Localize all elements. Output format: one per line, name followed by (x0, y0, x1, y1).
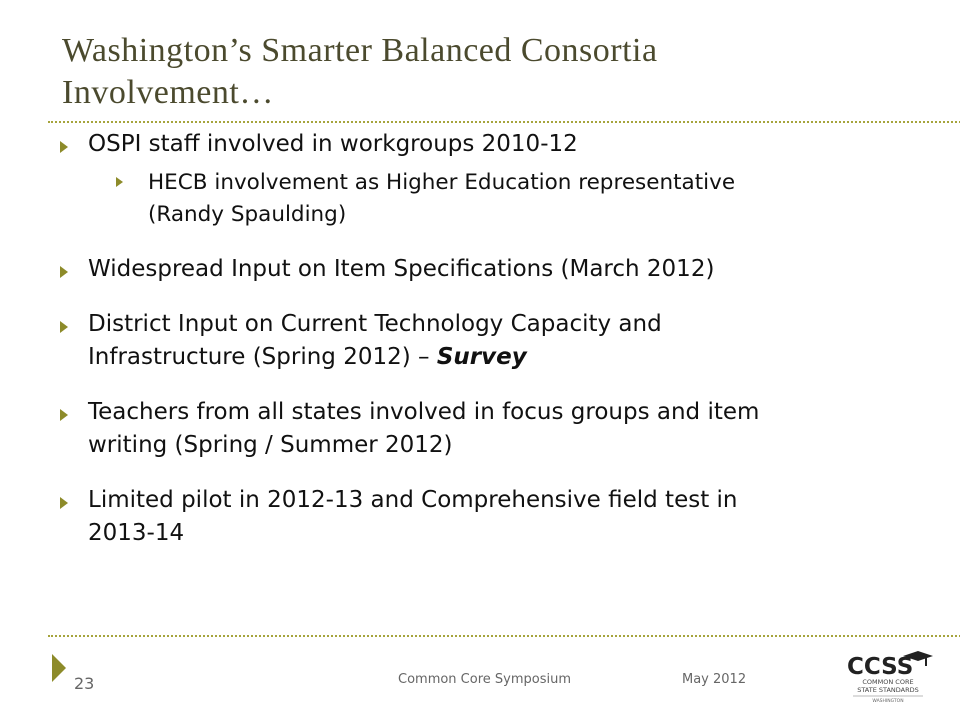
logo-line-3: WASHINGTON (872, 699, 904, 704)
slide-title-line-1: Washington’s Smarter Balanced Consortia (62, 32, 658, 69)
bullet-text-line-1: Limited pilot in 2012-13 and Comprehensive field test in (88, 487, 738, 513)
footer-event: Common Core Symposium (398, 672, 572, 687)
sub-bullet-item (116, 167, 940, 231)
bullet-item (60, 253, 940, 286)
bullet-item (60, 308, 940, 374)
footer-date: May 2012 (682, 672, 747, 687)
bullet-arrow-icon (116, 177, 123, 187)
bullet-emphasis: Survey (436, 344, 527, 370)
bullet-arrow-icon (60, 321, 68, 333)
sub-bullet-text-line-2: (Randy Spaulding) (148, 202, 347, 227)
page-number: 23 (74, 674, 95, 693)
slide-footer (0, 650, 960, 710)
logo-main-text: CCSS (847, 654, 914, 680)
bullet-item (60, 128, 940, 231)
bullet-text-line-2: writing (Spring / Summer 2012) (88, 432, 453, 458)
bullet-text: Widespread Input on Item Specifications (March 2012) (88, 256, 715, 282)
bullet-list (60, 128, 940, 572)
bullet-arrow-icon (60, 266, 68, 278)
bullet-text-line-1: Teachers from all states involved in focus groups and item (88, 399, 760, 425)
bullet-arrow-icon (60, 497, 68, 509)
sub-bullet-text-line-1: HECB involvement as Higher Education representative (148, 170, 736, 195)
bullet-text-line-1: District Input on Current Technology Capacity and (88, 311, 662, 337)
bullet-text-line-2 (88, 341, 940, 374)
footer-arrow-icon (52, 654, 66, 682)
logo-line-2: STATE STANDARDS (857, 686, 919, 694)
ccss-logo (843, 650, 933, 706)
bullet-item (60, 396, 940, 462)
bullet-item (60, 484, 940, 550)
bullet-arrow-icon (60, 141, 68, 153)
footer-divider (48, 635, 960, 637)
bullet-text: OSPI staff involved in workgroups 2010-12 (88, 131, 578, 157)
logo-line-1: COMMON CORE (862, 678, 914, 686)
bullet-text-line-2-prefix: Infrastructure (Spring 2012) – (88, 344, 437, 370)
bullet-arrow-icon (60, 409, 68, 421)
slide-title (62, 30, 922, 114)
slide-title-line-2: Involvement… (62, 74, 274, 111)
bullet-text-line-2: 2013-14 (88, 520, 185, 546)
title-divider (48, 121, 960, 123)
